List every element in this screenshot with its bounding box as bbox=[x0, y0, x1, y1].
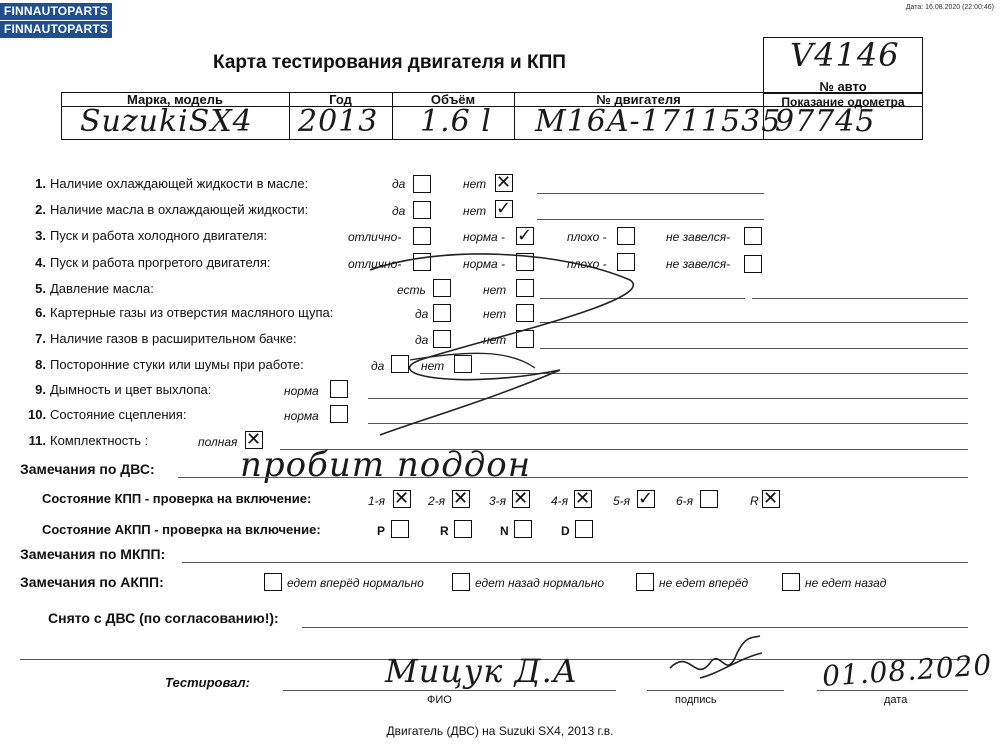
date-stamp: Дата: 16.08.2020 (22:00:46) bbox=[905, 4, 994, 11]
option-net: нет bbox=[421, 359, 445, 373]
question-7: 7. Наличие газов в расширительном бачке: bbox=[35, 331, 297, 346]
kpp-label: Состояние КПП - проверка на включение: bbox=[42, 491, 312, 506]
checkbox-q2-da[interactable] bbox=[413, 201, 431, 219]
checkbox-gear-1[interactable]: ✕ bbox=[394, 488, 410, 509]
header-odometer: Показание одометра bbox=[781, 95, 905, 109]
option-da: да bbox=[392, 204, 406, 218]
question-3: 3. Пуск и работа холодного двигателя: bbox=[35, 228, 268, 243]
page-title: Карта тестирования двигателя и КПП bbox=[213, 52, 566, 73]
akpp-gear-d: D bbox=[561, 524, 570, 538]
value-engine-number: M16A-1711535 bbox=[535, 104, 782, 139]
option-norma: норма - bbox=[463, 257, 506, 271]
option-net: нет bbox=[463, 204, 487, 218]
akpp-option-back-ok: едет назад нормально bbox=[475, 576, 605, 590]
akpp-gear-n: N bbox=[500, 524, 509, 538]
header-year: Год bbox=[329, 92, 352, 107]
checkbox-gear-4[interactable]: ✕ bbox=[575, 488, 591, 509]
akpp-label: Состояние АКПП - проверка на включение: bbox=[42, 522, 321, 537]
value-odometer: 97745 bbox=[775, 104, 876, 139]
option-da: да bbox=[392, 177, 406, 191]
strike-scribble bbox=[360, 250, 660, 445]
answer-line bbox=[537, 193, 764, 194]
option-ploho: плохо - bbox=[567, 230, 607, 244]
header-volume: Объём bbox=[430, 92, 476, 107]
option-est: есть bbox=[397, 283, 426, 297]
question-1: 1. Наличие охлаждающей жидкости в масле: bbox=[35, 176, 309, 191]
checkbox-akpp-r[interactable] bbox=[454, 520, 472, 538]
answer-line bbox=[283, 690, 616, 691]
option-polnaya: полная bbox=[198, 435, 238, 449]
header-engine-number: № двигателя bbox=[596, 92, 681, 107]
checkbox-gear-r[interactable]: ✕ bbox=[763, 488, 779, 509]
akpp-option-no-back: не едет назад bbox=[805, 576, 887, 590]
remarks-dvs-handwritten: пробит поддон bbox=[240, 445, 532, 485]
gear-4: 4-я bbox=[551, 494, 569, 508]
checkbox-akpp-no-back[interactable] bbox=[782, 573, 800, 591]
checkbox-q3-norma[interactable]: ✓ bbox=[517, 225, 533, 246]
image-caption: Двигатель (ДВС) на Suzuki SX4, 2013 г.в. bbox=[386, 724, 614, 738]
remarks-dvs-label: Замечания по ДВС: bbox=[20, 461, 155, 477]
checkbox-akpp-no-forward[interactable] bbox=[636, 573, 654, 591]
tester-name-handwritten: Мицук Д.А bbox=[385, 652, 578, 690]
gear-3: 3-я bbox=[489, 494, 507, 508]
checkbox-gear-5[interactable]: ✓ bbox=[638, 488, 654, 509]
question-4: 4. Пуск и работа прогретого двигателя: bbox=[35, 255, 271, 270]
removed-label: Снято с ДВС (по согласованию!): bbox=[48, 610, 279, 626]
checkbox-q3-ne-zavelsya[interactable] bbox=[744, 227, 762, 245]
gear-5: 5-я bbox=[613, 494, 631, 508]
gear-1: 1-я bbox=[368, 494, 386, 508]
option-norma: норма - bbox=[463, 230, 506, 244]
checkbox-gear-2[interactable]: ✕ bbox=[453, 488, 469, 509]
checkbox-akpp-forward-ok[interactable] bbox=[264, 573, 282, 591]
option-net: нет bbox=[483, 283, 507, 297]
question-11: 11. Комплектность : bbox=[28, 433, 149, 448]
signature bbox=[660, 628, 770, 690]
brand-stamp: FINNAUTOPARTS bbox=[0, 3, 112, 20]
akpp-gear-p: P bbox=[377, 524, 386, 538]
auto-number-label: № авто bbox=[819, 79, 867, 94]
brand-stamp: FINNAUTOPARTS bbox=[0, 21, 112, 38]
answer-line bbox=[302, 627, 968, 628]
question-9: 9. Дымность и цвет выхлопа: bbox=[35, 382, 212, 397]
checkbox-akpp-n[interactable] bbox=[514, 520, 532, 538]
answer-line bbox=[537, 219, 764, 220]
checkbox-akpp-d[interactable] bbox=[575, 520, 593, 538]
question-2: 2. Наличие масла в охлаждающей жидкости: bbox=[35, 202, 309, 217]
gear-6: 6-я bbox=[676, 494, 694, 508]
option-ne-zavelsya: не завелся- bbox=[666, 230, 731, 244]
question-6: 6. Картерные газы из отверстия масляного щупа: bbox=[35, 305, 334, 320]
checkbox-q9-norma[interactable] bbox=[330, 380, 348, 398]
date-handwritten: 01.08.2020 bbox=[821, 648, 994, 693]
gear-2: 2-я bbox=[428, 494, 446, 508]
option-da: да bbox=[415, 307, 429, 321]
checkbox-akpp-p[interactable] bbox=[391, 520, 409, 538]
signature-caption: подпись bbox=[675, 694, 717, 706]
gear-r: R bbox=[750, 494, 759, 508]
auto-number-handwritten: V4146 bbox=[790, 36, 900, 74]
value-volume: 1.6 l bbox=[420, 104, 492, 139]
checkbox-q2-net[interactable]: ✓ bbox=[496, 198, 512, 219]
question-5: 5. Давление масла: bbox=[35, 281, 154, 296]
tested-label: Тестировал: bbox=[165, 675, 250, 690]
option-net: нет bbox=[463, 177, 487, 191]
checkbox-akpp-back-ok[interactable] bbox=[452, 573, 470, 591]
remarks-mkpp-label: Замечания по МКПП: bbox=[20, 546, 166, 562]
value-year: 2013 bbox=[298, 104, 379, 139]
remarks-akpp-label: Замечания по АКПП: bbox=[20, 574, 164, 590]
option-ne-zavelsya: не завелся- bbox=[666, 257, 731, 271]
checkbox-q11-polnaya[interactable]: ✕ bbox=[246, 429, 262, 450]
answer-line bbox=[178, 477, 968, 478]
option-otlichno: отлично- bbox=[348, 230, 402, 244]
checkbox-q10-norma[interactable] bbox=[330, 405, 348, 423]
header-make-model: Марка, модель bbox=[126, 92, 224, 107]
question-8: 8. Посторонние стуки или шумы при работе: bbox=[35, 357, 304, 372]
answer-line bbox=[182, 562, 968, 563]
checkbox-gear-6[interactable] bbox=[700, 490, 718, 508]
checkbox-q4-ne-zavelsya[interactable] bbox=[744, 255, 762, 273]
value-make-model: SuzukiSX4 bbox=[80, 104, 253, 139]
option-da: да bbox=[415, 333, 429, 347]
checkbox-gear-3[interactable]: ✕ bbox=[513, 488, 529, 509]
option-otlichno: отлично- bbox=[348, 257, 402, 271]
checkbox-q1-net[interactable]: ✕ bbox=[496, 172, 512, 193]
option-net: нет bbox=[483, 307, 507, 321]
answer-line bbox=[647, 690, 784, 691]
option-net: нет bbox=[483, 333, 507, 347]
option-da: да bbox=[371, 359, 385, 373]
fio-caption: ФИО bbox=[427, 694, 452, 706]
option-ploho: плохо - bbox=[567, 257, 607, 271]
option-norma: норма bbox=[284, 384, 319, 398]
answer-line bbox=[817, 690, 968, 691]
option-norma: норма bbox=[284, 409, 319, 423]
date-caption: дата bbox=[884, 694, 908, 706]
answer-line bbox=[752, 298, 968, 299]
question-10: 10. Состояние сцепления: bbox=[28, 407, 187, 422]
akpp-option-forward-ok: едет вперёд нормально bbox=[287, 576, 424, 590]
checkbox-q3-ploho[interactable] bbox=[617, 227, 635, 245]
checkbox-q1-da[interactable] bbox=[413, 175, 431, 193]
checkbox-q3-otlichno[interactable] bbox=[413, 227, 431, 245]
akpp-gear-r: R bbox=[440, 524, 449, 538]
akpp-option-no-forward: не едет вперёд bbox=[659, 576, 749, 590]
